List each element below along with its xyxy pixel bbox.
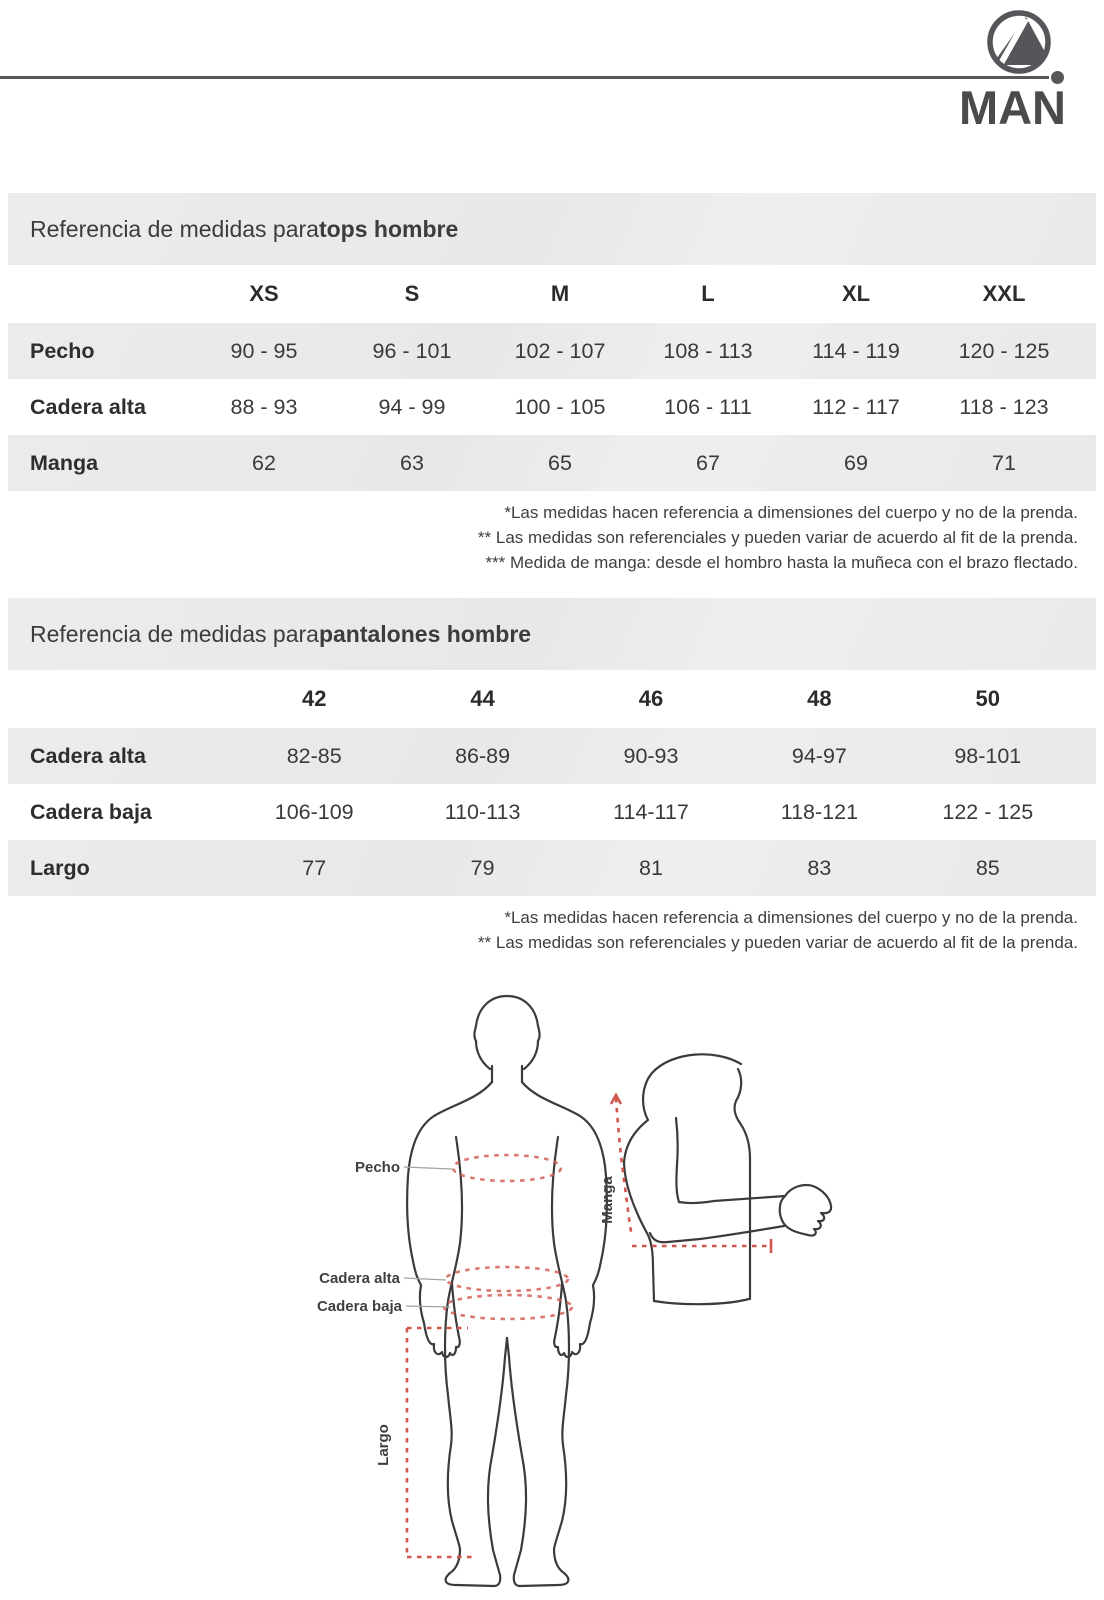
size-cell: 79 — [470, 855, 495, 880]
front-left-torso-leg — [445, 1137, 507, 1586]
mountain-logo-icon — [984, 7, 1054, 77]
footnote-line: *Las medidas hacen referencia a dimensiones del cuerpo y no de la prenda. — [504, 503, 1078, 522]
tops-title-prefix: Referencia de medidas para — [30, 215, 319, 242]
size-cell: 106 - 111 — [664, 394, 752, 419]
size-cell: 67 — [696, 450, 720, 475]
row-label: Largo — [30, 855, 90, 880]
side-head-back-arm — [624, 1054, 741, 1301]
size-cell: 114 - 119 — [812, 338, 900, 363]
side-upper-arm-front — [676, 1118, 679, 1202]
footnote-line: *** Medida de manga: desde el hombro hasta la muñeca con el brazo flectado. — [485, 553, 1078, 572]
size-cell: 65 — [548, 450, 572, 475]
size-cell: 90 - 95 — [230, 338, 298, 363]
size-cell: 100 - 105 — [514, 394, 606, 419]
row-label: Cadera alta — [30, 394, 146, 419]
size-cell: 86-89 — [455, 743, 511, 768]
size-cell: 82-85 — [286, 743, 342, 768]
front-head — [474, 996, 539, 1069]
size-col-header: XXL — [982, 281, 1026, 306]
pants-size-header-row — [8, 670, 1096, 728]
table-row-pecho — [8, 323, 1096, 379]
footnote-line: ** Las medidas son referenciales y pueden variar de acuerdo al fit de la prenda. — [477, 933, 1078, 952]
size-cell: 62 — [252, 450, 276, 475]
size-cell: 112 - 117 — [812, 394, 900, 419]
body-measurement-diagram — [0, 965, 1104, 1600]
row-label: Cadera baja — [30, 799, 152, 824]
size-cell: 108 - 113 — [663, 338, 753, 363]
size-cell: 106-109 — [274, 799, 354, 824]
size-cell: 118 - 123 — [959, 394, 1049, 419]
size-cell: 69 — [844, 450, 868, 475]
cadera-alta-measure-ellipse — [446, 1267, 568, 1291]
tops-footnotes — [0, 500, 1078, 575]
pants-footnotes — [0, 905, 1078, 955]
footnote-line: ** Las medidas son referenciales y pueden variar de acuerdo al fit de la prenda. — [477, 528, 1078, 547]
pecho-connector-line — [404, 1167, 452, 1169]
size-cell: 96 - 101 — [372, 338, 452, 363]
cadera-baja-measure-ellipse — [444, 1295, 572, 1319]
size-cell: 71 — [992, 450, 1016, 475]
manga-measure-line — [616, 1098, 771, 1246]
table-row-cadera-baja — [8, 784, 1096, 840]
tops-title-product: tops hombre — [318, 215, 459, 242]
size-col-header: L — [701, 281, 715, 306]
size-cell: 118-121 — [780, 799, 859, 824]
table-row-cadera-alta — [8, 728, 1096, 784]
size-col-header: S — [404, 281, 420, 306]
side-face-front — [735, 1069, 750, 1299]
size-col-header: 44 — [470, 686, 495, 711]
largo-label: Largo — [375, 1424, 392, 1466]
size-cell: 77 — [302, 855, 327, 880]
size-col-header: 46 — [638, 686, 664, 711]
size-col-header: 42 — [301, 686, 327, 711]
footnote-line: *Las medidas hacen referencia a dimensiones del cuerpo y no de la prenda. — [504, 908, 1078, 927]
pants-size-table-section — [8, 598, 1096, 896]
pants-section-title — [8, 598, 1096, 670]
tops-size-header-row — [8, 265, 1096, 323]
pants-title-product: pantalones hombre — [318, 620, 532, 647]
size-cell: 85 — [975, 855, 1000, 880]
row-label: Pecho — [30, 338, 95, 363]
cadera-baja-label: Cadera baja — [316, 1298, 402, 1315]
side-forearm-bottom — [650, 1226, 784, 1242]
size-cell: 94 - 99 — [378, 394, 446, 419]
size-cell: 110-113 — [444, 799, 521, 824]
size-col-header: M — [550, 281, 570, 306]
size-cell: 94-97 — [791, 743, 847, 768]
cadera-alta-connector-line — [404, 1278, 446, 1280]
size-col-header: 48 — [807, 686, 832, 711]
size-col-header: XS — [249, 281, 279, 306]
side-hip-bottom — [654, 1299, 749, 1304]
table-row-cadera-alta — [8, 379, 1096, 435]
manga-label: Manga — [599, 1176, 616, 1224]
cadera-alta-label: Cadera alta — [319, 1270, 400, 1287]
size-cell: 98-101 — [954, 743, 1022, 768]
diagram-labels — [317, 1159, 616, 1466]
front-right-torso-leg — [507, 1137, 569, 1586]
side-fist — [780, 1185, 831, 1236]
header — [0, 0, 1104, 193]
side-body-figure — [624, 1054, 831, 1304]
brand-name: MAN — [958, 81, 1066, 134]
size-cell: 102 - 107 — [514, 338, 606, 363]
size-col-header: XL — [841, 281, 871, 306]
table-row-manga — [8, 435, 1096, 491]
size-col-header: 50 — [975, 686, 1001, 711]
row-label: Manga — [30, 450, 99, 475]
pecho-measure-ellipse — [453, 1155, 561, 1181]
size-cell: 122 - 125 — [942, 799, 1034, 824]
tops-size-table-section — [8, 193, 1096, 491]
pecho-label: Pecho — [354, 1159, 400, 1176]
pants-title-prefix: Referencia de medidas para — [30, 620, 319, 647]
size-cell: 81 — [639, 855, 663, 880]
front-left-arm — [407, 1082, 492, 1357]
size-cell: 63 — [400, 450, 424, 475]
row-label: Cadera alta — [30, 743, 146, 768]
size-cell: 83 — [807, 855, 832, 880]
tops-section-title — [8, 193, 1096, 265]
label-connectors — [404, 1167, 452, 1307]
largo-measure-line — [407, 1328, 472, 1557]
side-forearm-top — [679, 1196, 785, 1203]
size-cell: 90-93 — [623, 743, 679, 768]
size-cell: 114-117 — [613, 799, 689, 824]
front-right-arm — [522, 1082, 607, 1357]
size-cell: 88 - 93 — [230, 394, 298, 419]
table-row-largo — [8, 840, 1096, 896]
header-rule — [0, 76, 1049, 79]
size-cell: 120 - 125 — [958, 338, 1050, 363]
